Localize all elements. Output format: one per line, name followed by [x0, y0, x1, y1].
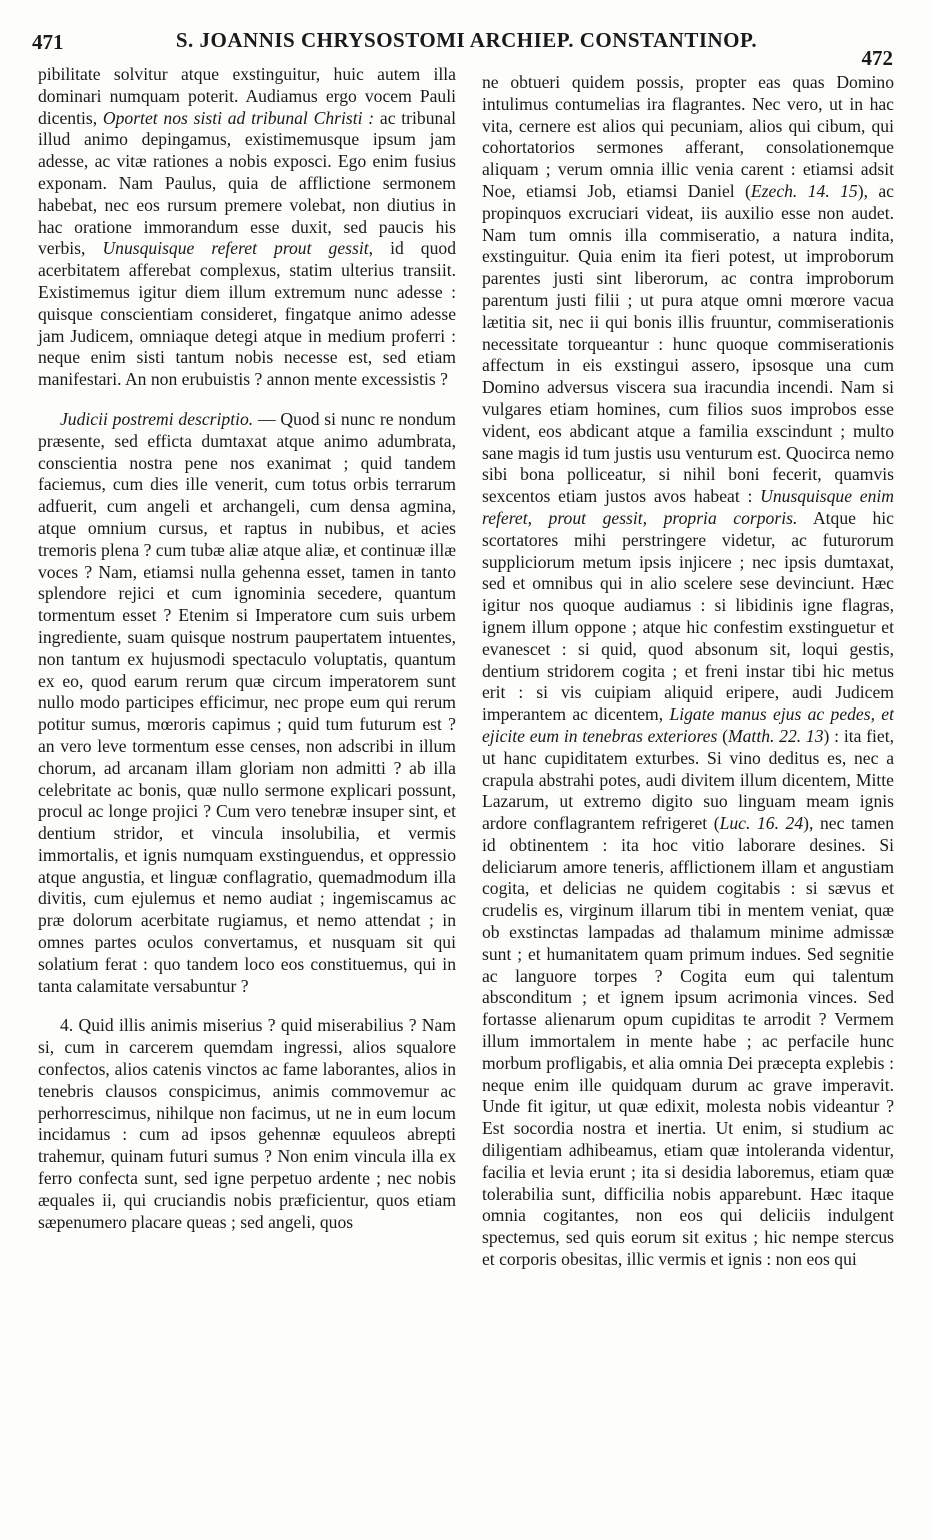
scripture-quote: Ligate manus ejus ac pedes, et ejicite eum in tenebras exteriores [482, 704, 894, 746]
text-run: ) : ita fiet, ut hanc cupiditatem exturbes. Si vino deditus es, nec a crapula abstrahi potes, audi divitem illum dicentem, Mitte Lazarum, ut extremo digito suo linguam meam ignis ardore conflagrantem refrigeret ( [482, 725, 895, 834]
citation: Ezech. 14. 15 [750, 180, 858, 201]
left-column [38, 64, 456, 1233]
citation: Luc. 16. 24 [719, 813, 804, 834]
text-run: — Quod si nunc re nondum præsente, sed efficta dumtaxat atque animo adumbrata, conscientia nostra pene nos exanimat ; quid tandem faciemus, cum dies ille venerit, cum totus orbis terrarum adfuerit, cum angeli et archangeli, cum densa agmina, atque omnium cursus, et raptus in nubibus, et acies tremoris plena ? cum tubæ aliæ atque aliæ, et continuæ illæ voces ? Nam, etiamsi nulla gehenna esset, tamen in tanto splendore rejici et cum ignominia secedere, quantum tormentum esset ? Etenim si Imperatore cum suis urbem ingrediente, suam quisque nostrum paupertatem intuentes, non tantum ex hujusmodi spectaculo voluptatis, quantum ex eo, quod earum rerum quæ circum imperatorem sunt nullo modo participes efficimur, nec prope eum qui rerum potitur sumus, mœroris capimus ; quid tum futurum est ? an vero leve tormentum esse censes, non adscribi in illum chorum, ad arcanam illam gloriam non admitti ? ab illa celebritate ac bonis, quæ nullo sermone explicari possunt, procul ac longe projici ? Cum vero tenebræ insuper sint, et dentium stridor, et vincula insolubilia, et vermis immortalis, et ignis numquam exstinguendus, et oppressio atque angustia, et linguæ conflagratio, quemadmodum illa divitis, cum ejulemus et nemo audiat ; ingemiscamus ac præ dolorum acerbitate rugiamus, et nemo attendat ; in omnes partes oculos convertamus, et nusquam sit qui solatium ferat : quo tandem loco eos constituemus, qui in tanta calamitate versabuntur ? [38, 408, 456, 996]
citation: Matth. 22. 13 [727, 725, 824, 746]
section-heading: Judicii postremi descriptio. [60, 408, 254, 429]
running-title: S. JOANNIS CHRYSOSTOMI ARCHIEP. CONSTANTINOP. [175, 28, 758, 52]
text-run: pibilitate solvitur atque exstinguitur, huic autem illa dominari numquam poterit. Audiamus ergo vocem Pauli dicentis, [38, 64, 456, 128]
paragraph [482, 72, 894, 1271]
paragraph [38, 64, 456, 391]
text-run: Atque hic scortatores mihi perstringere videtur, ac futurorum suppliciorum metum ipsis injicere ; nec ipsis dumtaxat, sed et omnibus qui in alio scelere sese devinciunt. Hæc igitur nos quoque audiamus : si libidinis igne flagras, ignem illum oppone ; atque hic confestim exstinguetur et evanescet : si quid, quod absonum sit, loqui gestis, dentium stridorem cogita ; et freni instar tibi hic metus erit : si vis cuipiam aliquid eripere, audi Judicem imperantem ac dicentem, [482, 507, 894, 725]
running-header [0, 22, 933, 70]
text-run: ne obtueri quidem possis, propter eas quas Domino intulimus contumelias ira flagrantes. Nec vero, ut in hac vita, cernere est alios qui pecuniam, alios qui cibum, qui cohortatorios sermones afferant, consolationemque aliquam ; verum omnia illic venia carent : etiamsi adsit Noe, etiamsi Job, etiamsi Daniel ( [482, 72, 894, 201]
paragraph [38, 1015, 456, 1233]
scripture-quote: Oportet nos sisti ad tribunal Christi : [102, 107, 375, 128]
scripture-quote: Unusquisque enim referet, prout gessit, propria corporis. [482, 486, 894, 528]
text-run: ac tribunal illud animo depingamus, existimemusque ipsum jam adesse, ac vitæ rationes a nobis exposci. Ego enim fusius exponam. Nam Paulus, quia de afflictione sermonem habebat, nec eos rursum premere volebat, non diutius in hac oratione immorandum esse duxit, sed paucis his verbis, [38, 107, 456, 259]
page-number-left: 471 [32, 30, 64, 54]
text-run: ), nec tamen id obtinentem : ita hoc vitio laborare desines. Si deliciarum amore teneris, afflictionem illam et angustiam cogita, et delicias ne quidem cogitabis : si sævus et crudelis es, virginum illarum tibi in mentem veniat, quæ ob exstinctas lampadas ad thalamum minime admissæ sunt ; et humanitatem quam primum indues. Sed segnitie ac languore torpes ? Cogita eum qui talentum absconditum ; et ignem ipsum acrimonia vinces. Sed fortasse alienarum opum cupiditas te arrodit ? Vermem illum immortalem in mente habe ; ac perfacile hunc morbum profligabis, et alia omnia Dei præcepta explebis : neque enim ille quidquam durum ac grave imperavit. Unde fit igitur, ut quæ edixit, molesta nobis videantur ? Est socordia nostra et inertia. Ut enim, si studium ac diligentiam adhibeamus, etiam quæ intoleranda videntur, facilia et levia erunt ; ita si desidia laboremus, etiam quæ tolerabilia sunt, difficilia nobis apparebunt. Hæc itaque omnia cogitantes, non eos qui deliciis indulgent spectemus, sed quis eorum sit exitus ; hic nempe stercus et corporis obesitas, illic vermis et ignis : non eos qui [482, 813, 894, 1270]
text-run: , id quod acerbitatem afferebat complexus, statim ulterius transiit. Existimemus igitur diem illum extremum nunc adesse : quisque conscientiam consideret, fingatque animo adesse jam Judicem, omniaque detegi atque in medium proferri : neque enim sisti tantum nobis necesse est, sed etiam manifestari. An non erubuistis ? annon mente excessistis ? [38, 238, 456, 390]
page-number-right: 472 [861, 46, 893, 70]
scripture-quote: Unusquisque referet prout gessit [102, 238, 369, 259]
paragraph [38, 409, 456, 998]
right-column [482, 72, 894, 1271]
text-run: ( [717, 725, 728, 746]
text-run: 4. Quid illis animis miserius ? quid miserabilius ? Nam si, cum in carcerem quemdam ingressi, alios squalore confectos, alios catenis vinctos ac fame laborantes, alios in tenebris clausos conspicimus, animis commovemur ac perhorrescimus, nihilque non facimus, ut ne in eum locum incidamus : cum ad ipsos gehennæ equuleos abrepti trahemur, quinam futuri sumus ? Non enim vincula illa ex ferro confecta sunt, sed igne perpetuo ardente ; nec nobis æquales ii, qui cruciandis nobis præficientur, quos etiam sæpenumero placare queas ; sed angeli, quos [38, 1015, 456, 1232]
text-run: ), ac propinquos excruciari videat, iis auxilio esse non audet. Nam tum omnis illa commiseratio, a natura indita, exstinguitur. Quia enim ita fieri potest, ut improborum parentes justi sint liberorum, ac contra improborum parentum justi filii ; ut pura atque omni mœrore vacua lætitia sit, nec ii qui bonis illis fruuntur, commiserationis necessitate torqueantur : hunc quoque commiserationis affectum in eis exstingui assero, ipsosque una cum Domino adversus viscera sua iracundia incendi. Nam si vulgares etiam homines, cum filios suos improbos esse vident, eos abdicant atque a familia exscindunt ; multo sane magis id tum justis usu venturum est. Quocirca nemo sibi bona polliceatur, si nihil boni fecerit, quamvis sexcentos etiam justos avos habeat : [482, 180, 894, 507]
